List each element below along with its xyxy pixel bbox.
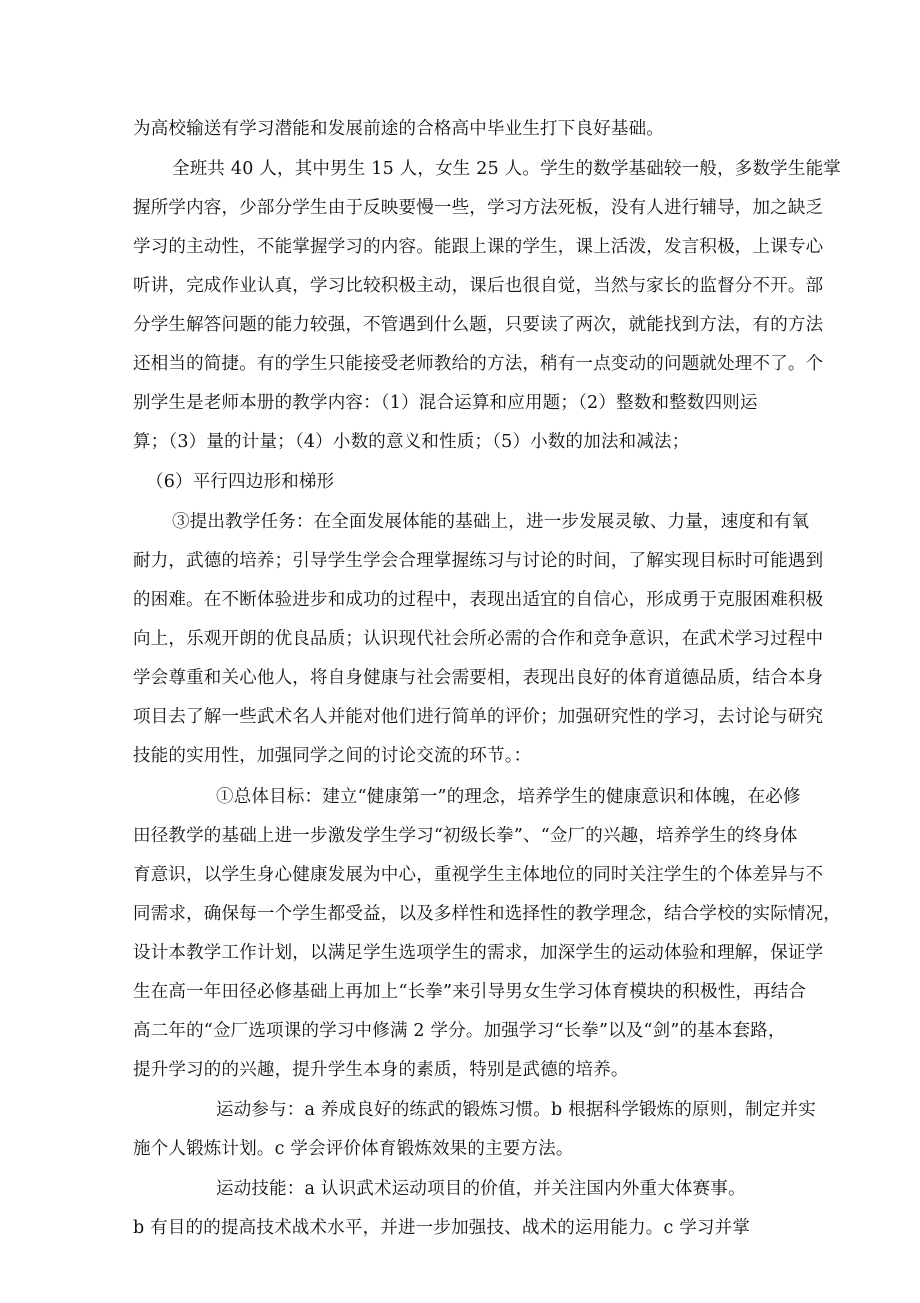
text-line: ③提出教学任务：在全面发展体能的基础上，进一步发展灵敏、力量，速度和有氧 <box>172 512 810 532</box>
text-line: 握所学内容，少部分学生由于反映要慢一些，学习方法死板，没有人进行辅导，加之缺乏 <box>133 198 824 218</box>
text-line: 田径教学的基础上进一步激发学生学习“初级长拳”、“佥厂的兴趣，培养学生的终身体 <box>133 826 798 846</box>
text-line: 全班共 40 人，其中男生 15 人，女生 25 人。学生的数学基础较一般，多数学生能掌 <box>172 159 841 179</box>
text-line: 别学生是老师本册的教学内容：（1）混合运算和应用题；（2）整数和整数四则运 <box>133 393 758 413</box>
text-line: 运动参与：a 养成良好的练武的锻炼习惯。b 根据科学锻炼的原则，制定并实 <box>216 1100 816 1120</box>
text-line: 项目去了解一些武术名人并能对他们进行简单的评价；加强研究性的学习，去讨论与研究 <box>133 707 824 727</box>
text-line: 听讲，完成作业认真，学习比较积极主动，课后也很自觉，当然与家长的监督分不开。部 <box>133 276 824 296</box>
text-line: 向上，乐观开朗的优良品质；认识现代社会所必需的合作和竞争意识，在武术学习过程中 <box>133 629 824 649</box>
text-line: 学习的主动性，不能掌握学习的内容。能跟上课的学生，课上活泼，发言积极，上课专心 <box>133 237 824 257</box>
text-line: 育意识，以学生身心健康发展为中心，重视学生主体地位的同时关注学生的个体差异与不 <box>133 865 824 885</box>
text-line: 施个人锻炼计划。c 学会评价体育锻炼效果的主要方法。 <box>133 1139 574 1159</box>
text-line: 耐力，武德的培养；引导学生学会合理掌握练习与讨论的时间，了解实现目标时可能遇到 <box>133 551 824 571</box>
text-line: 算；（3）量的计量；（4）小数的意义和性质；（5）小数的加法和减法； <box>133 432 690 452</box>
text-line: 技能的实用性，加强同学之间的讨论交流的环节。： <box>133 746 532 766</box>
text-line: b 有目的的提高技术战术水平，并进一步加强技、战术的运用能力。c 学习并掌 <box>133 1218 751 1238</box>
text-line: （6）平行四边形和梯形 <box>146 472 335 492</box>
text-line: 学会尊重和关心他人，将自身健康与社会需要相，表现出良好的体育道德品质，结合本身 <box>133 668 824 688</box>
text-line: 高二年的“佥厂选项课的学习中修满 2 学分。加强学习“长拳”以及“剑”的基本套路， <box>133 1021 786 1041</box>
text-line: 运动技能：a 认识武术运动项目的价值，并关注国内外重大体赛事。 <box>216 1179 746 1199</box>
text-line: ①总体目标：建立“健康第一”的理念，培养学生的健康意识和体魄，在必修 <box>216 787 801 807</box>
text-line: 分学生解答问题的能力较强，不管遇到什么题，只要读了两次，就能找到方法，有的方法 <box>133 315 824 335</box>
text-line: 还相当的简捷。有的学生只能接受老师教给的方法，稍有一点变动的问题就处理不了。个 <box>133 354 824 374</box>
text-line: 设计本教学工作计划，以满足学生选项学生的需求，加深学生的运动体验和理解，保证学 <box>133 943 824 963</box>
text-line: 为高校输送有学习潜能和发展前途的合格高中毕业生打下良好基础。 <box>133 119 664 139</box>
text-line: 生在高一年田径必修基础上再加上“长拳”来引导男女生学习体育模块的积极性，再结合 <box>133 982 807 1002</box>
text-line: 的困难。在不断体验进步和成功的过程中，表现出适宜的自信心，形成勇于克服困难积极 <box>133 590 824 610</box>
text-line: 同需求，确保每一个学生都受益，以及多样性和选择性的教学理念，结合学校的实际情况， <box>133 904 841 924</box>
text-line: 提升学习的的兴趣，提升学生本身的素质，特别是武德的培养。 <box>133 1060 629 1080</box>
